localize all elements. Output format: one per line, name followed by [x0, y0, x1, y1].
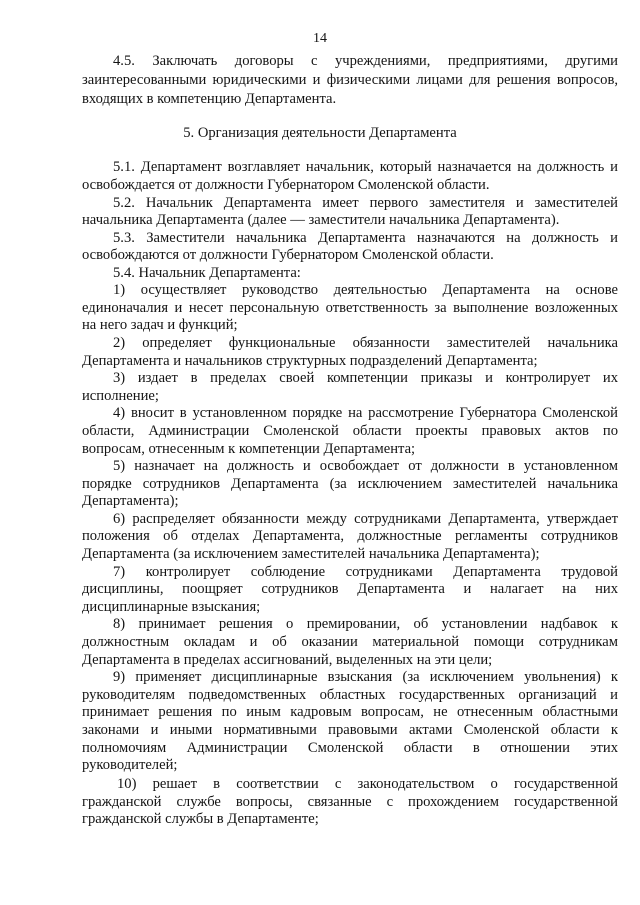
text-line: 8) принимает решения о премировании, об установлении надбавок к	[113, 616, 618, 632]
text-line: области, Администрации Смоленской области проекты правовых актов по	[82, 423, 618, 439]
text-line: 6) распределяет обязанности между сотрудниками Департамента, утверждает	[113, 511, 618, 527]
section-heading: 5. Организация деятельности Департамента	[183, 125, 457, 141]
text-line: 5.1. Департамент возглавляет начальник, который назначается на должность и	[113, 159, 618, 175]
text-line: 10) решает в соответствии с законодательством о государственной	[117, 776, 618, 792]
text-line: гражданской службе вопросы, связанные с прохождением государственной	[82, 794, 618, 810]
text-line: Департамента в пределах ассигнований, выделенных на эти цели;	[82, 652, 493, 668]
text-line: 2) определяет функциональные обязанности заместителей начальника	[113, 335, 618, 351]
text-line: освобождаются от должности Губернатором Смоленской области.	[82, 247, 494, 263]
text-line: Департамента (за исключением заместителей начальника Департамента);	[82, 546, 540, 562]
text-line: единоначалия и несет персональную ответственность за выполнение возложенных	[82, 300, 618, 316]
text-line: 4.5. Заключать договоры с учреждениями, предприятиями, другими	[113, 53, 618, 69]
text-line: вопросам, отнесенным к компетенции Департамента;	[82, 441, 416, 457]
text-line: законами и иными нормативными правовыми актами Смоленской области к	[82, 722, 618, 738]
text-line: 5.2. Начальник Департамента имеет первого заместителя и заместителей	[113, 195, 618, 211]
text-line: 9) применяет дисциплинарные взыскания (за исключением увольнения) к	[113, 669, 618, 685]
text-line: руководителям подведомственных областных государственных организаций и	[82, 687, 618, 703]
text-line: заинтересованными юридическими и физическими лицами для решения вопросов,	[82, 72, 618, 88]
text-line: 4) вносит в установленном порядке на рассмотрение Губернатора Смоленской	[113, 405, 618, 421]
text-line: дисциплинарные взыскания;	[82, 599, 261, 615]
text-line: входящих в компетенцию Департамента.	[82, 91, 337, 107]
text-line: 7) контролирует соблюдение сотрудниками Департамента трудовой	[113, 564, 618, 580]
text-line: полномочиям Администрации Смоленской области в отношении этих	[82, 740, 618, 756]
text-line: исполнение;	[82, 388, 159, 404]
text-line: Департамента и начальников структурных подразделений Департамента;	[82, 353, 538, 369]
text-line: 5.4. Начальник Департамента:	[113, 265, 301, 281]
text-line: на него задач и функций;	[82, 317, 238, 333]
text-line: должностным окладам и об оказании материальной помощи сотрудникам	[82, 634, 618, 650]
text-line: дисциплины, поощряет сотрудников Департамента и налагает на них	[82, 581, 618, 597]
text-line: руководителей;	[82, 757, 178, 773]
text-line: 5) назначает на должность и освобождает от должности в установленном	[113, 458, 618, 474]
text-line: 3) издает в пределах своей компетенции приказы и контролирует их	[113, 370, 618, 386]
text-line: принимает решения по иным кадровым вопросам, не отнесенным областными	[82, 704, 618, 720]
text-line: гражданской службы в Департаменте;	[82, 811, 319, 827]
text-line: Департамента);	[82, 493, 179, 509]
text-line: положения об отделах Департамента, должностные регламенты сотрудников	[82, 528, 618, 544]
text-line: 5.3. Заместители начальника Департамента назначаются на должность и	[113, 230, 618, 246]
text-line: 1) осуществляет руководство деятельностью Департамента на основе	[113, 282, 618, 298]
text-line: порядке сотрудников Департамента (за исключением заместителей начальника	[82, 476, 618, 492]
text-line: освобождается от должности Губернатором Смоленской области.	[82, 177, 490, 193]
text-line: начальника Департамента (далее — заместители начальника Департамента).	[82, 212, 560, 228]
page-number: 14	[313, 31, 327, 46]
